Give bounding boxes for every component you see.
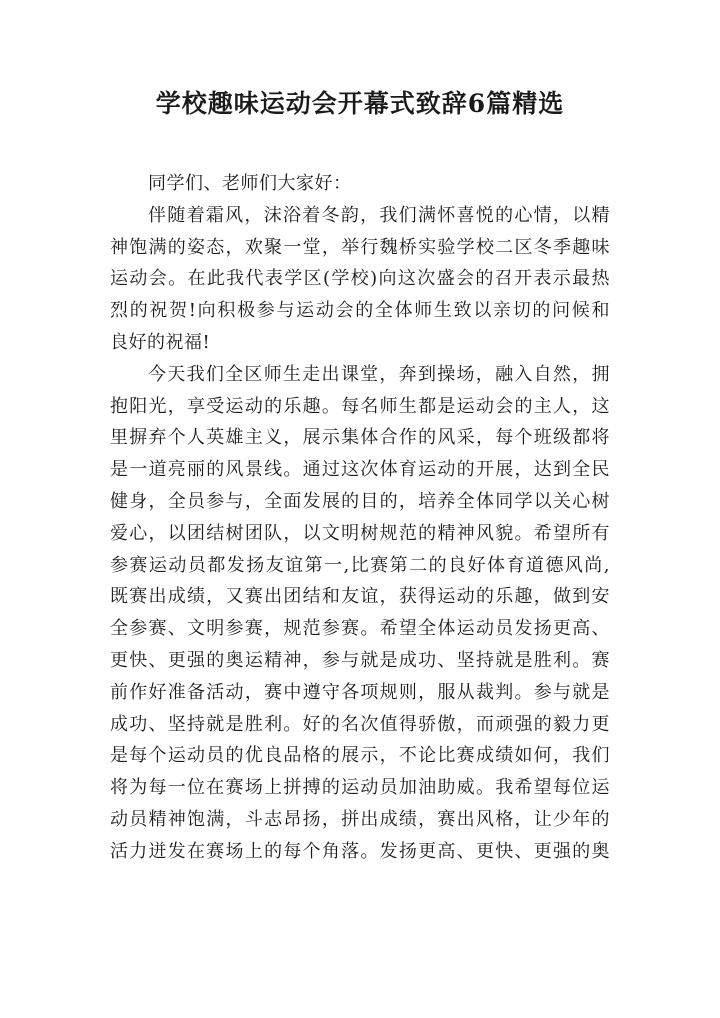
body-line: 运动会。在此我代表学区(学校)向这次盛会的召开表示最热 [110, 268, 610, 290]
body-line: 更快、更强的奥运精神，参与就是成功、坚持就是胜利。赛 [110, 649, 610, 671]
body-line: 里摒弃个人英雄主义，展示集体合作的风采，每个班级都将 [110, 427, 610, 449]
body-line: 神饱满的姿态，欢聚一堂，举行魏桥实验学校二区冬季趣味 [110, 236, 610, 258]
body-line: 今天我们全区师生走出课堂，奔到操场，融入自然，拥 [148, 363, 610, 385]
body-line: 抱阳光，享受运动的乐趣。每名师生都是运动会的主人，这 [110, 395, 610, 417]
body-line: 参赛运动员都发扬友谊第一,比赛第二的良好体育道德风尚, [110, 554, 610, 576]
body-line: 活力迸发在赛场上的每个角落。发扬更高、更快、更强的奥 [110, 840, 610, 862]
body-line: 既赛出成绩，又赛出团结和友谊，获得运动的乐趣，做到安 [110, 586, 610, 608]
body-line: 同学们、老师们大家好： [148, 173, 352, 194]
document-title: 学校趣味运动会开幕式致辞6篇精选 [155, 89, 565, 118]
body-line: 烈的祝贺!向积极参与运动会的全体师生致以亲切的问候和 [110, 300, 610, 322]
body-line: 是一道亮丽的风景线。通过这次体育运动的开展，达到全民 [110, 459, 610, 481]
body-line: 动员精神饱满，斗志昂扬，拼出成绩，赛出风格，让少年的 [110, 808, 610, 830]
body-line: 将为每一位在赛场上拼搏的运动员加油助威。我希望每位运 [110, 777, 610, 799]
document-body [110, 168, 610, 868]
body-line: 良好的祝福! [110, 331, 211, 353]
body-line: 健身，全员参与，全面发展的目的，培养全体同学以关心树 [110, 490, 610, 512]
body-line: 是每个运动员的优良品格的展示，不论比赛成绩如何，我们 [110, 745, 610, 767]
body-line: 伴随着霜风，沫浴着冬韵，我们满怀喜悦的心情，以精 [148, 204, 610, 226]
body-line: 前作好准备活动，赛中遵守各项规则，服从裁判。参与就是 [110, 681, 610, 703]
body-line: 成功、坚持就是胜利。好的名次值得骄傲，而顽强的毅力更 [110, 713, 610, 735]
body-line: 爱心，以团结树团队，以文明树规范的精神风貌。希望所有 [110, 522, 610, 544]
body-line: 全参赛、文明参赛，规范参赛。希望全体运动员发扬更高、 [110, 618, 610, 640]
